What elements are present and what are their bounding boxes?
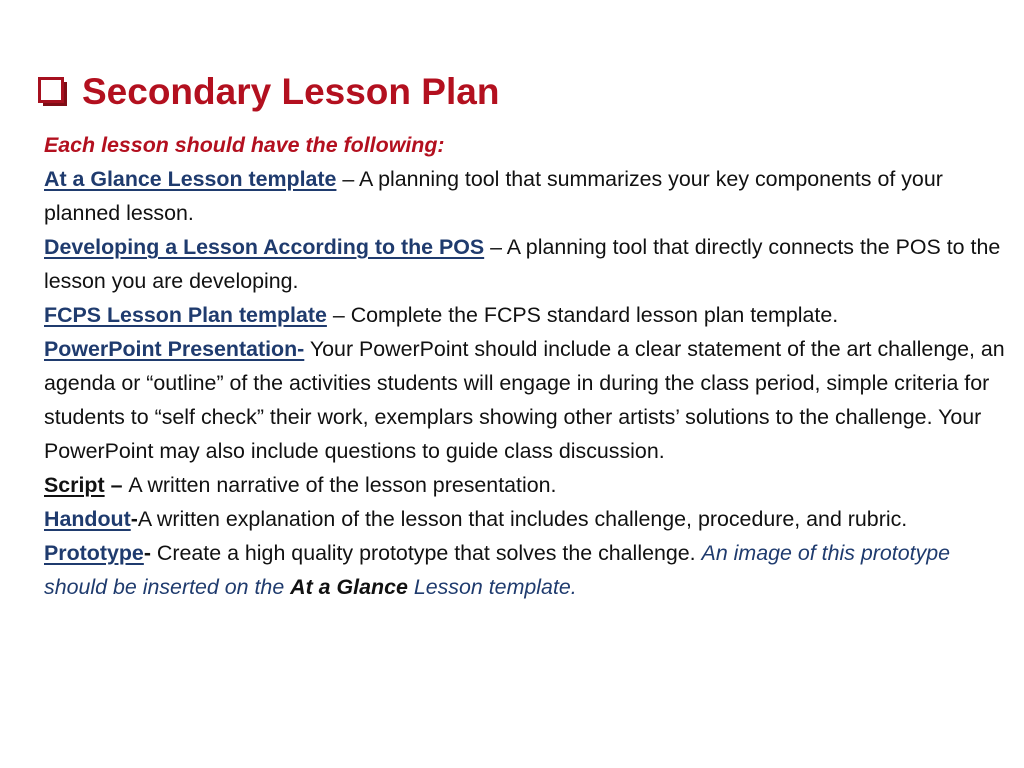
title-row (38, 64, 499, 120)
slide-body (44, 128, 1012, 604)
developing-lesson-link[interactable]: Developing a Lesson According to the POS (44, 235, 485, 259)
item-separator: – (104, 473, 129, 497)
item-description: A planning tool that summarizes your key components of your planned lesson. (44, 167, 943, 225)
item-description: Complete the FCPS standard lesson plan template. (350, 303, 839, 327)
powerpoint-link[interactable]: PowerPoint Presentation- (44, 337, 305, 361)
fcps-template-link[interactable]: FCPS Lesson Plan template (44, 303, 327, 327)
checkbox-icon (38, 77, 68, 107)
list-item-handout (44, 502, 1012, 536)
item-description: A written narrative of the lesson presentation. (128, 473, 557, 497)
item-separator: – (326, 303, 351, 327)
slide-title: Secondary Lesson Plan (82, 71, 500, 112)
item-separator: - (143, 541, 157, 565)
item-description: Create a high quality prototype that solves the challenge. (156, 541, 702, 565)
list-item-powerpoint (44, 332, 1012, 468)
intro-text: Each lesson should have the following: (44, 133, 445, 157)
handout-link[interactable]: Handout (44, 507, 131, 531)
list-item-at-a-glance (44, 162, 1012, 230)
list-item-prototype (44, 536, 1012, 604)
item-separator: – (336, 167, 360, 191)
prototype-note: An image of this prototype should be inserted on the (44, 541, 951, 599)
list-item-fcps-template (44, 298, 1012, 332)
item-separator: – (484, 235, 507, 259)
item-separator: - (130, 507, 138, 531)
prototype-note-emphasis: At a Glance (290, 575, 408, 599)
item-description: A planning tool that directly connects the POS to the lesson you are developing. (44, 235, 1001, 293)
at-a-glance-link[interactable]: At a Glance Lesson template (44, 167, 337, 191)
script-link[interactable]: Script (44, 473, 105, 497)
prototype-note-end: Lesson template. (407, 575, 577, 599)
list-item-developing-lesson (44, 230, 1012, 298)
list-item-script (44, 468, 1012, 502)
prototype-link[interactable]: Prototype (44, 541, 144, 565)
item-description: Your PowerPoint should include a clear statement of the art challenge, an agenda or “outline” of the activities students will engage in during the class period, simple criteria for students to “self check” their work, exemplars showing other artists’ solutions to the challenge. Your PowerPoint may also include questions to guide class discussion. (44, 337, 1005, 463)
item-description: A written explanation of the lesson that includes challenge, procedure, and rubric. (137, 507, 908, 531)
